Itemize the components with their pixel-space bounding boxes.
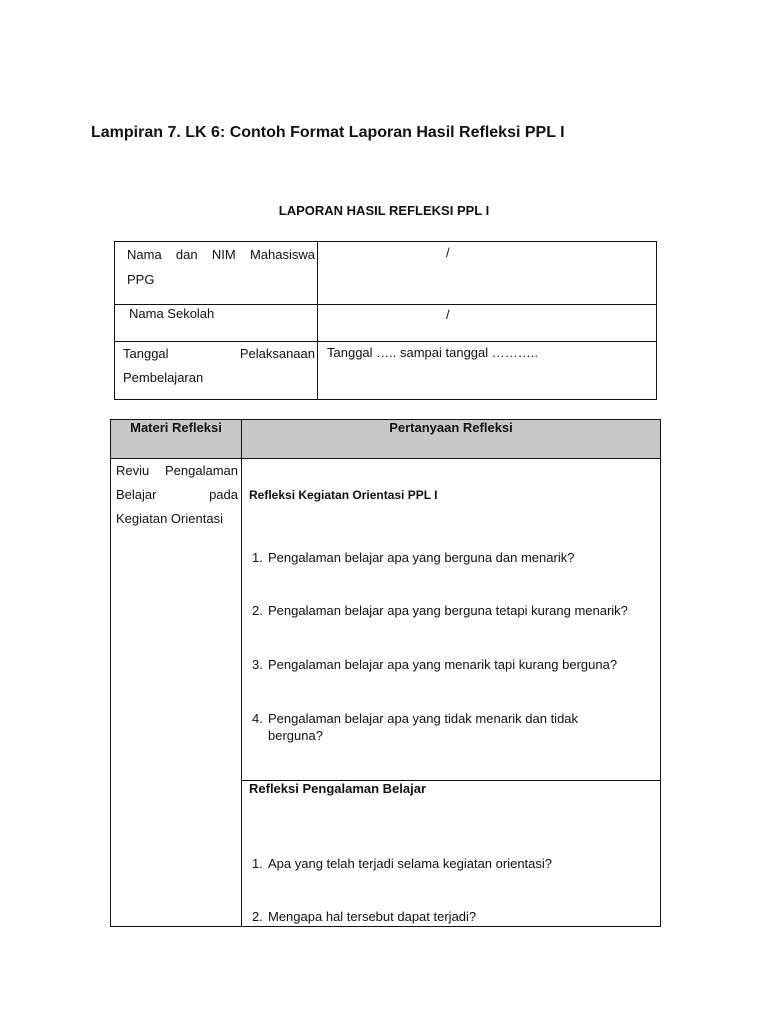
section1-question [252,549,652,566]
section1-title: Refleksi Kegiatan Orientasi PPL I [249,488,438,502]
question-number: 1. [252,856,263,871]
name-value-cell [318,242,656,304]
section1-question [252,656,652,673]
materi-cell [116,459,238,531]
date-label-line2: Pembelajaran [123,370,204,385]
question-text: Pengalaman belajar apa yang berguna dan menarik? [268,550,575,565]
question-number: 1. [252,550,263,565]
name-label-line2: PPG [127,272,155,287]
date-value: Tanggal ….. sampai tanggal ……….. [327,345,538,360]
name-label-line1: Nama dan NIM Mahasiswa [127,247,315,262]
report-title: LAPORAN HASIL REFLEKSI PPL I [278,203,490,218]
school-label-cell [115,304,318,341]
section1-question [252,602,652,619]
question-text: Mengapa hal tersebut dapat terjadi? [268,909,477,924]
section2-question [252,855,652,872]
question-number: 4. [252,711,263,726]
header-materi: Materi Refleksi [130,420,222,435]
school-row [115,304,656,342]
section2-title: Refleksi Pengalaman Belajar [249,781,427,796]
name-value: / [446,245,450,260]
date-label-line1: Tanggal Pelaksanaan [123,346,315,361]
date-row [115,342,656,400]
header-pertanyaan: Pertanyaan Refleksi [389,420,513,435]
question-number: 2. [252,909,263,924]
name-row [115,242,656,305]
materi-line2: Belajar pada [116,487,238,502]
date-value-cell [318,342,656,400]
question-text: Pengalaman belajar apa yang tidak menarik dan tidak berguna? [268,711,579,743]
name-label [115,242,318,304]
page-heading: Lampiran 7. LK 6: Contoh Format Laporan Hasil Refleksi PPL I [91,124,565,141]
column-divider [241,420,242,926]
date-label [115,342,318,400]
question-number: 3. [252,657,263,672]
school-label: Nama Sekolah [129,306,215,321]
school-value: / [446,307,450,322]
question-text: Pengalaman belajar apa yang menarik tapi kurang berguna? [268,657,618,672]
reflection-table [110,419,661,927]
reflection-table-header [111,420,660,459]
identity-table [114,241,657,400]
section2-question [252,908,652,925]
question-text: Apa yang telah terjadi selama kegiatan orientasi? [268,856,553,871]
materi-line1: Reviu Pengalaman [116,463,238,478]
materi-line3: Kegiatan Orientasi [116,511,223,526]
question-text: Pengalaman belajar apa yang berguna tetapi kurang menarik? [268,603,628,618]
section1-question [252,710,602,744]
question-number: 2. [252,603,263,618]
school-value-cell [318,304,656,341]
